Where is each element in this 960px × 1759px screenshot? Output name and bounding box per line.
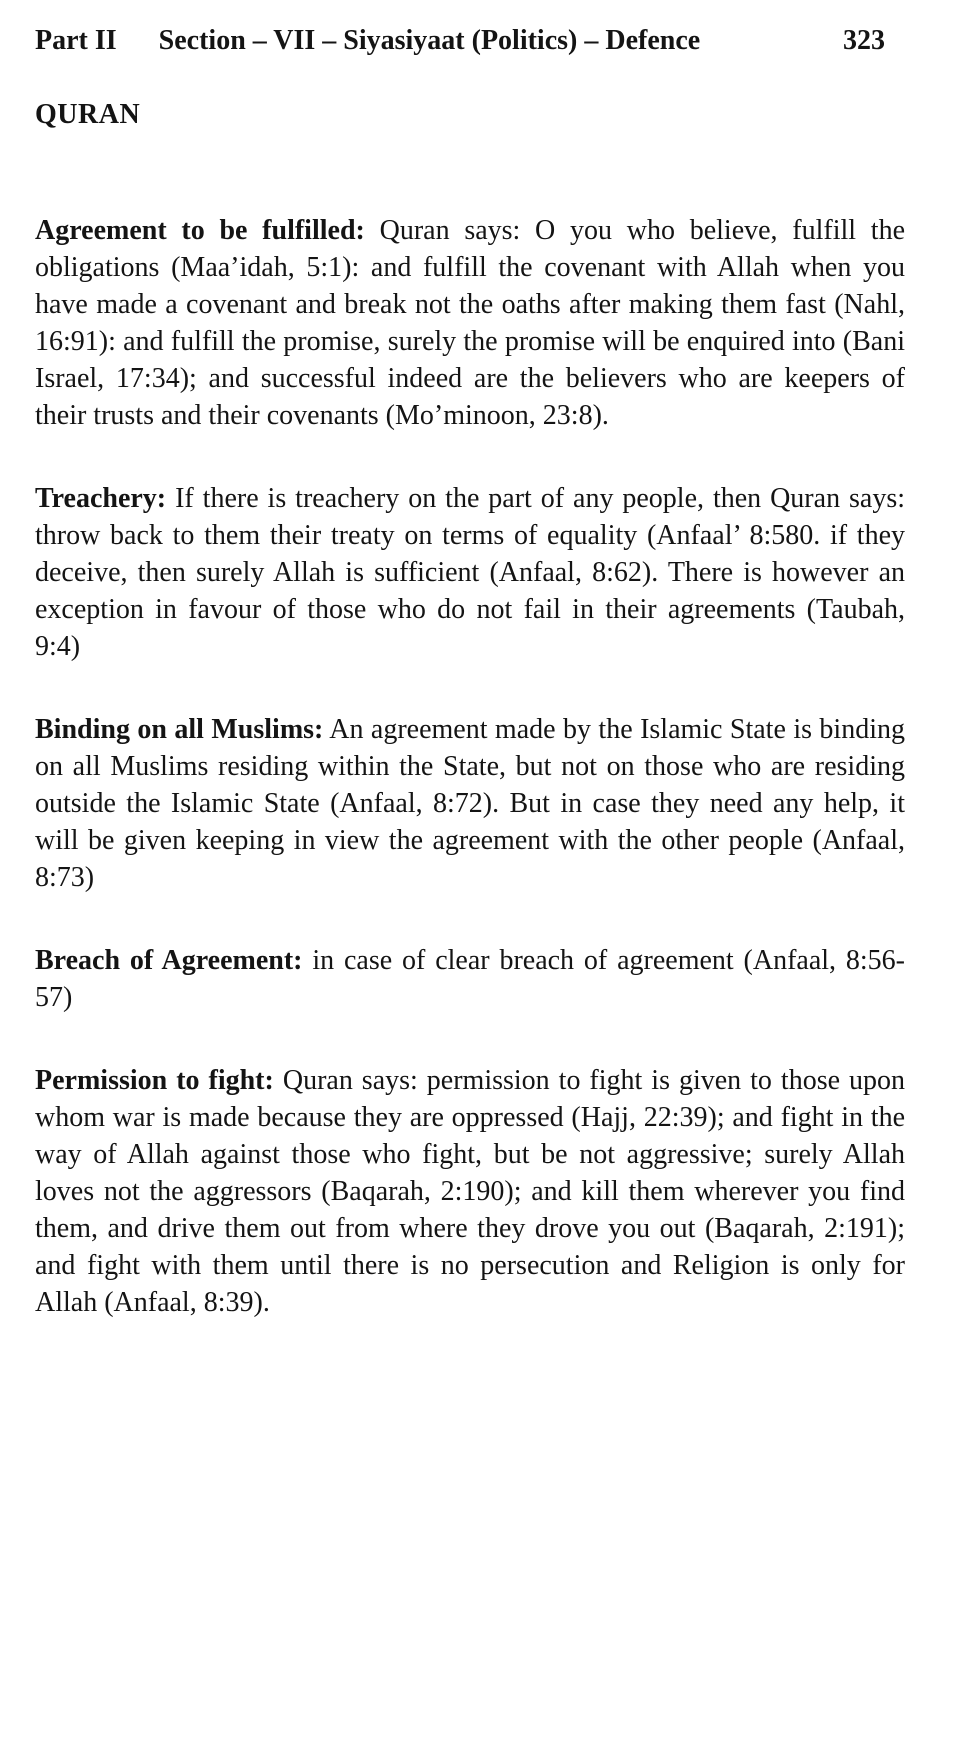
header-part-label: Part II bbox=[35, 25, 117, 56]
paragraph-body: Quran says: permission to fight is given to those upon whom war is made because they are oppressed (Hajj, 22:39); and fight in the way of Allah against those who fight, but be not aggressive; surely Allah loves not the aggressors (Baqarah, 2:190); and kill them wherever you find them, and drive them out from where they drove you out (Baqarah, 2:191); and fight with them until there is no persecution and Religion is only for Allah (Anfaal, 8:39). bbox=[35, 1065, 906, 1318]
paragraph-binding-on-all-muslims bbox=[35, 711, 905, 896]
paragraph-body: Quran says: O you who believe, fulfill the obligations (Maa’idah, 5:1): and fulfill the covenant with Allah when you have made a covenant and break not the oaths after making them fast (Nahl, 16:91): and fulfill the promise, surely the promise will be enquired into (Bani Israel, 17:34); and successful indeed are the believers who are keepers of their trusts and their covenants (Mo’minoon, 23:8). bbox=[35, 215, 906, 431]
paragraph-body: If there is treachery on the part of any people, then Quran says: throw back to them their treaty on terms of equality (Anfaal’ 8:580. if they deceive, then surely Allah is sufficient (Anfaal, 8:62). There is however an exception in favour of those who do not fail in their agreements (Taubah, 9:4) bbox=[35, 483, 905, 662]
paragraph-lead: Binding on all Muslims: bbox=[35, 714, 324, 745]
paragraph-lead: Breach of Agreement: bbox=[35, 945, 303, 976]
paragraph-breach-of-agreement bbox=[35, 942, 905, 1016]
paragraph-lead: Agreement to be fulfilled: bbox=[35, 215, 365, 246]
section-heading: QURAN bbox=[35, 99, 141, 130]
paragraph-lead: Permission to fight: bbox=[35, 1065, 274, 1096]
paragraph-treachery bbox=[35, 480, 905, 665]
running-header bbox=[35, 26, 905, 56]
paragraph-body: An agreement made by the Islamic State is binding on all Muslims residing within the State, but not on those who are residing outside the Islamic State (Anfaal, 8:72). But in case they need any help, it will be given keeping in view the agreement with the other people (Anfaal, 8:73) bbox=[35, 714, 905, 893]
paragraph-lead: Treachery: bbox=[35, 483, 167, 514]
paragraph-body: in case of clear breach of agreement (Anfaal, 8:56-57) bbox=[35, 945, 906, 1013]
paragraph-permission-to-fight bbox=[35, 1062, 905, 1321]
paragraph-agreement-to-be-fulfilled bbox=[35, 212, 905, 434]
header-page-number: 323 bbox=[843, 25, 885, 56]
header-section-title: Section – VII – Siyasiyaat (Politics) – Defence bbox=[158, 25, 701, 56]
page-content bbox=[35, 212, 905, 1321]
